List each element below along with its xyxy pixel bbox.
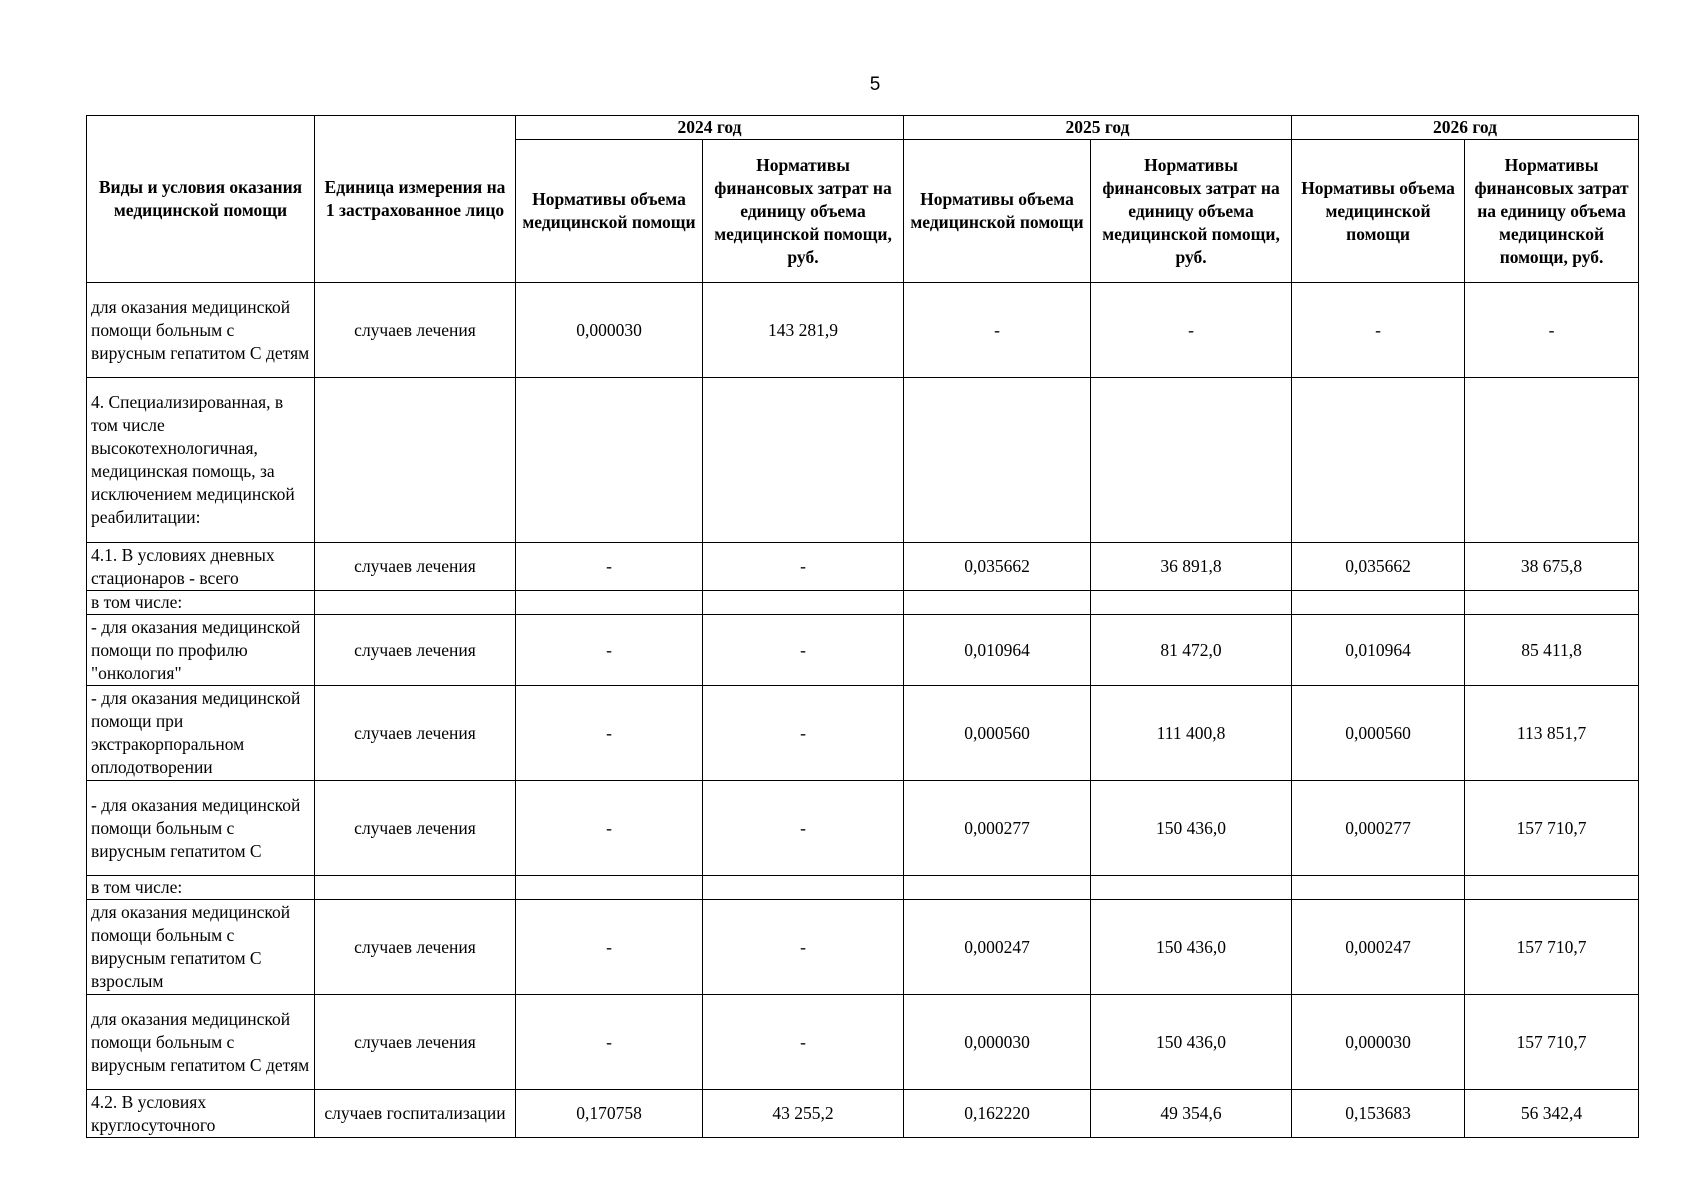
volume-2025: 0,000560 [904,686,1091,781]
cost-2026 [1465,591,1639,615]
volume-2026: 0,000560 [1292,686,1465,781]
cost-2024: - [703,995,904,1090]
cost-2025 [1091,876,1292,900]
volume-2024 [516,378,703,543]
header-cost-2025: Нормативы финансовых затрат на единицу объема медицинской помощи, руб. [1091,140,1292,283]
cost-2024: 43 255,2 [703,1090,904,1138]
row-name: для оказания медицинской помощи больным с вирусным гепатитом С детям [87,995,315,1090]
volume-2024: 0,170758 [516,1090,703,1138]
cost-2026: 157 710,7 [1465,781,1639,876]
volume-2024 [516,591,703,615]
row-name: для оказания медицинской помощи больным с вирусным гепатитом С взрослым [87,900,315,995]
table-row [87,995,1639,1090]
volume-2026: 0,035662 [1292,543,1465,591]
volume-2025 [904,876,1091,900]
volume-2026: 0,000247 [1292,900,1465,995]
page-number: 5 [869,74,881,95]
cost-2024: - [703,686,904,781]
volume-2026: 0,153683 [1292,1090,1465,1138]
table-row [87,1090,1639,1138]
header-unit: Единица измерения на 1 застрахованное лицо [315,116,516,283]
volume-2025: 0,035662 [904,543,1091,591]
cost-2025: 150 436,0 [1091,781,1292,876]
table-row [87,378,1639,543]
row-unit: случаев лечения [315,900,516,995]
cost-2026: 56 342,4 [1465,1090,1639,1138]
cost-2025: 81 472,0 [1091,615,1292,686]
cost-2024: - [703,543,904,591]
row-unit: случаев лечения [315,615,516,686]
cost-2026: 113 851,7 [1465,686,1639,781]
row-unit [315,591,516,615]
table-row [87,900,1639,995]
volume-2026 [1292,591,1465,615]
row-name: - для оказания медицинской помощи по профилю "онкология" [87,615,315,686]
cost-2024: - [703,615,904,686]
row-name: - для оказания медицинской помощи при экстракорпоральном оплодотворении [87,686,315,781]
volume-2025: 0,162220 [904,1090,1091,1138]
cost-2026 [1465,876,1639,900]
table-row [87,686,1639,781]
volume-2026: 0,000277 [1292,781,1465,876]
volume-2024: - [516,615,703,686]
volume-2024: - [516,781,703,876]
volume-2025: 0,010964 [904,615,1091,686]
cost-2025: 36 891,8 [1091,543,1292,591]
row-unit: случаев лечения [315,543,516,591]
header-year-2025: 2025 год [904,116,1292,140]
row-unit: случаев лечения [315,283,516,378]
cost-2025 [1091,378,1292,543]
row-name: в том числе: [87,876,315,900]
row-unit: случаев лечения [315,995,516,1090]
cost-2024: 143 281,9 [703,283,904,378]
volume-2025: 0,000030 [904,995,1091,1090]
cost-2026: 38 675,8 [1465,543,1639,591]
volume-2025 [904,591,1091,615]
row-name: - для оказания медицинской помощи больным с вирусным гепатитом С [87,781,315,876]
row-unit [315,378,516,543]
volume-2024: 0,000030 [516,283,703,378]
row-unit: случаев лечения [315,686,516,781]
cost-2024: - [703,781,904,876]
row-name: 4. Специализированная, в том числе высокотехнологичная, медицинская помощь, за исключением медицинской реабилитации: [87,378,315,543]
cost-2026: - [1465,283,1639,378]
table-row [87,543,1639,591]
header-year-2026: 2026 год [1292,116,1639,140]
volume-2026 [1292,876,1465,900]
cost-2026: 157 710,7 [1465,900,1639,995]
volume-2024: - [516,686,703,781]
volume-2026: 0,010964 [1292,615,1465,686]
cost-2026: 85 411,8 [1465,615,1639,686]
volume-2024 [516,876,703,900]
table-row [87,615,1639,686]
row-name: 4.2. В условиях круглосуточного [87,1090,315,1138]
volume-2026: - [1292,283,1465,378]
volume-2025: 0,000247 [904,900,1091,995]
cost-2025: 150 436,0 [1091,900,1292,995]
cost-2025: - [1091,283,1292,378]
header-volume-2025: Нормативы объема медицинской помощи [904,140,1091,283]
header-volume-2026: Нормативы объема медицинской помощи [1292,140,1465,283]
table-row [87,591,1639,615]
cost-2024: - [703,900,904,995]
cost-2025: 111 400,8 [1091,686,1292,781]
volume-2025: - [904,283,1091,378]
volume-2024: - [516,900,703,995]
volume-2026: 0,000030 [1292,995,1465,1090]
row-name: 4.1. В условиях дневных стационаров - всего [87,543,315,591]
cost-2026: 157 710,7 [1465,995,1639,1090]
cost-2024 [703,591,904,615]
cost-2024 [703,378,904,543]
volume-2024: - [516,995,703,1090]
cost-2026 [1465,378,1639,543]
header-cost-2026: Нормативы финансовых затрат на единицу объема медицинской помощи, руб. [1465,140,1639,283]
row-unit: случаев госпитализации [315,1090,516,1138]
row-unit [315,876,516,900]
row-name: для оказания медицинской помощи больным с вирусным гепатитом С детям [87,283,315,378]
volume-2024: - [516,543,703,591]
volume-2026 [1292,378,1465,543]
volume-2025 [904,378,1091,543]
header-cost-2024: Нормативы финансовых затрат на единицу объема медицинской помощи, руб. [703,140,904,283]
norms-table [86,115,1639,1138]
volume-2025: 0,000277 [904,781,1091,876]
cost-2025 [1091,591,1292,615]
row-name: в том числе: [87,591,315,615]
header-volume-2024: Нормативы объема медицинской помощи [516,140,703,283]
header-type: Виды и условия оказания медицинской помощи [87,116,315,283]
table-row [87,781,1639,876]
cost-2025: 49 354,6 [1091,1090,1292,1138]
table-row [87,876,1639,900]
row-unit: случаев лечения [315,781,516,876]
cost-2025: 150 436,0 [1091,995,1292,1090]
cost-2024 [703,876,904,900]
header-year-2024: 2024 год [516,116,904,140]
table-row [87,283,1639,378]
